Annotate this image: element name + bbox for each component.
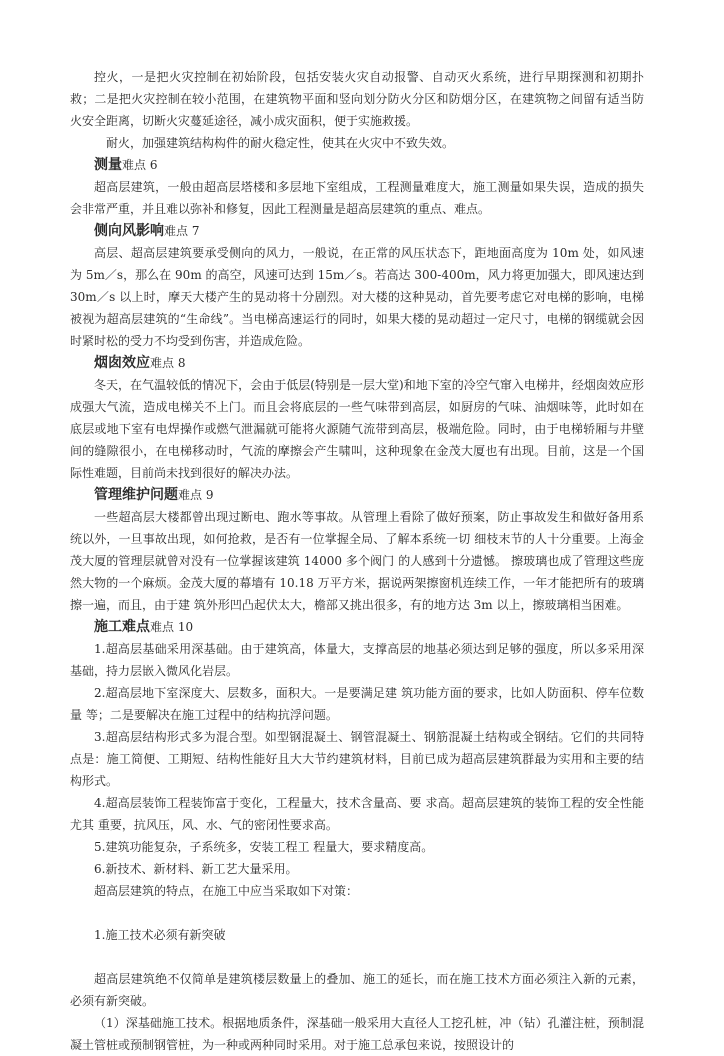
- section-body-6: 超高层建筑，一般由超高层塔楼和多层地下室组成，工程测量难度大，施工测量如果失误，造成的损失会非常严重，并且难以弥补和修复，因此工程测量是超高层建筑的重点、难点。: [70, 180, 644, 216]
- list-item: 5.建筑功能复杂，子系统多，安装工程工 程量大，要求精度高。: [94, 840, 434, 854]
- section-title-8: 烟囱效应: [94, 355, 150, 371]
- spacer: [70, 946, 644, 968]
- section-heading-7: [70, 220, 644, 242]
- intro-paragraph-2: 耐火，加强建筑结构构件的耐火稳定性，使其在火灾中不致失效。: [106, 136, 455, 150]
- list-item: 2.超高层地下室深度大、层数多，面积大。一是要满足建 筑功能方面的要求，比如人防面积、停车位数量 等；二是要解决在施工过程中的结构抗浮问题。: [70, 686, 644, 722]
- last-paragraph: （1）深基础施工技术。根据地质条件，深基础一般采用大直径人工挖孔桩，冲（钻）孔灌注桩，预制混凝土管桩或预制钢管桩，为一种或两种同时采用。对于施工总承包来说，按照设计的: [70, 1016, 644, 1052]
- section-title-9: 管理维护问题: [94, 487, 178, 503]
- section-body-8: 冬天，在气温较低的情况下，会由于低层(特别是一层大堂)和地下室的冷空气窜入电梯井，经烟囱效应形成强大气流，造成电梯关不上门。而且会将底层的一些气味带到高层，如厨房的气味、油烟味等，此时如在底层或地下室有电焊操作或燃气泄漏就可能将火源随气流带到高层，极端危险。同时，由于电梯轿厢与井壁间的缝隙很小，在电梯移动时，气流的摩擦会产生啸叫，这种现象在金茂大厦也有出现。目前，这是一个国际性难题，目前尚未找到很好的解决办法。: [70, 378, 644, 480]
- subsection-title-1: 1.施工技术必须有新突破: [94, 928, 226, 942]
- list-item: 4.超高层装饰工程装饰富于变化，工程量大，技术含量高、要 求高。超高层建筑的装饰工程的安全性能尤其 重要，抗风压，风、水、气的密闭性要求高。: [70, 796, 644, 832]
- strategy-intro: 超高层建筑的特点，在施工中应当采取如下对策：: [94, 884, 359, 898]
- section-suffix-7: 难点 7: [164, 224, 200, 238]
- section-heading-8: [70, 352, 644, 374]
- section-heading-6: [70, 154, 644, 176]
- spacer: [70, 902, 644, 924]
- section-suffix-10: 难点 10: [150, 620, 194, 634]
- section-body-9: 一些超高层大楼都曾出现过断电、跑水等事故。从管理上看除了做好预案，防止事故发生和做好备用系统以外，一旦事故出现，如何抢救，是否有一位掌握全局、了解本系统一切 细枝末节的人十分重要。上海金茂大厦的管理层就曾对没有一位掌握该建筑 14000 多个阀门 的人感到十分遗憾。 擦玻璃也成了管理这些庞然大物的一个麻烦。金茂大厦的幕墙有 10.18 万平方米，据说两架擦窗机连续工作，一年才能把所有的玻璃擦一遍，而且，由于建 筑外形凹凸起伏太大，檐部又挑出很多，有的地方达 3m 以上，擦玻璃相当困难。: [70, 510, 644, 612]
- section-suffix-8: 难点 8: [150, 356, 186, 370]
- intro-paragraph-1: 控火，一是把火灾控制在初始阶段，包括安装火灾自动报警、自动灭火系统，进行早期探测和初期扑救；二是把火灾控制在较小范围，在建筑物平面和竖向划分防火分区和防烟分区，在建筑物之间留有适当防火安全距离，切断火灾蔓延途径，减小成灾面积，便于实施救援。: [70, 70, 644, 128]
- section-heading-9: [70, 484, 644, 506]
- section-suffix-9: 难点 9: [178, 488, 214, 502]
- section-body-7: 高层、超高层建筑要承受侧向的风力，一般说，在正常的风压状态下，距地面高度为 10m 处，如风速为 5m／s，那么在 90m 的高空，风速可达到 15m／s。若高达 300-400m，风力将更加强大，即风速达到 30m／s 以上时，摩天大楼产生的晃动将十分剧烈。对大楼的这种晃动，首先要考虑它对电梯的影响，电梯被视为超高层建筑的“生命线”。当电梯高速运行的同时，如果大楼的晃动超过一定尺寸，电梯的钢缆就会因时紧时松的受力不均受到伤害，并造成危险。: [70, 246, 644, 348]
- section-heading-10: [70, 616, 644, 638]
- subsection-body-1: 超高层建筑绝不仅简单是建筑楼层数量上的叠加、施工的延长，而在施工技术方面必须注入新的元素，必须有新突破。: [70, 972, 644, 1008]
- section-suffix-6: 难点 6: [122, 158, 158, 172]
- document-page: [70, 66, 644, 1056]
- list-item: 6.新技术、新材料、新工艺大量采用。: [94, 862, 298, 876]
- section-title-7: 侧向风影响: [94, 223, 164, 239]
- section-title-6: 测量: [94, 157, 122, 173]
- list-item: 3.超高层结构形式多为混合型。如型钢混凝土、钢管混凝土、钢筋混凝土结构或全钢结。它们的共同特点是：施工简便、工期短、结构性能好且大大节约建筑材料，目前已成为超高层建筑群最为实用和主要的结构形式。: [70, 730, 644, 788]
- list-item: 1.超高层基础采用深基础。由于建筑高，体量大，支撑高层的地基必须达到足够的强度，所以多采用深基础，持力层嵌入微风化岩层。: [70, 642, 644, 678]
- section-title-10: 施工难点: [94, 619, 150, 635]
